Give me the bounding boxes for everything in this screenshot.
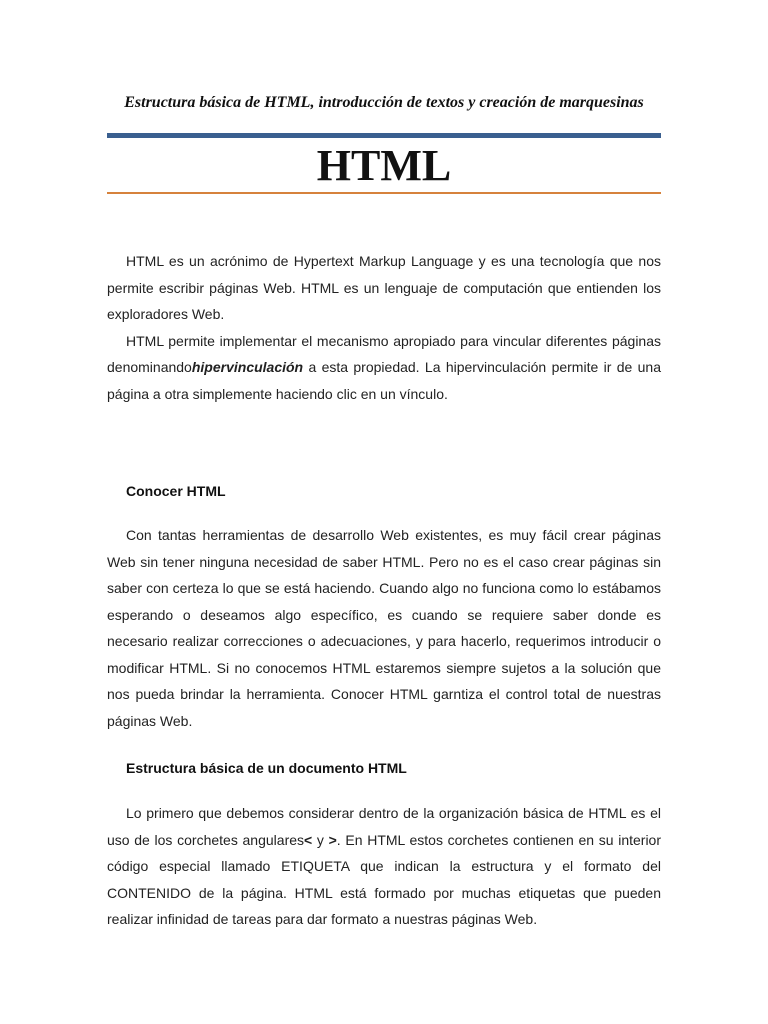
hipervinculacion-keyword: hipervinculación [191,359,304,375]
title-bottom-rule [107,192,661,194]
document-subtitle: Estructura básica de HTML, introducción de textos y creación de marquesinas [124,94,644,111]
lt-bracket: < [304,831,313,848]
section-heading-conocer-html: Conocer HTML [126,483,226,499]
document-title: HTML [316,141,452,190]
estructura-p-text: Lo primero que debemos considerar dentro de la organización básica de HTML es el uso de los corchetes angulares [107,805,661,848]
intro-p2-text-end: a esta propiedad. La hipervinculación permite ir de una página a otra simplemente haciendo clic en un vínculo. [107,359,661,402]
estructura-paragraph [107,800,661,933]
estructura-p-text-end: . En HTML estos corchetes contienen en su interior código especial llamado ETIQUETA que indican la estructura y el formato del CONTENIDO de la página. HTML está formado por muchas etiquetas que pueden realizar infinidad de tareas para dar formato a nuestras páginas Web. [107,831,662,927]
conocer-html-section [107,522,661,734]
title-top-rule [107,133,661,138]
estructura-section [107,800,661,933]
conocer-html-paragraph: Con tantas herramientas de desarrollo Web existentes, es muy fácil crear páginas Web sin tener ninguna necesidad de saber HTML. Pero no es el caso crear páginas sin saber con certeza lo que se está haciendo. Cuando algo no funciona como lo estábamos esperando o deseamos algo específico, es cuando se requiere saber donde es necesario realizar correcciones o adecuaciones, y para hacerlo, requerimos introducir o modificar HTML. Si no conocemos HTML estaremos siempre sujetos a la solución que nos pueda brindar la herramienta. Conocer HTML garntiza el control total de nuestras páginas Web. [107,527,661,729]
intro-p2-text: HTML permite implementar el mecanismo apropiado para vincular diferentes páginas denominando [107,332,661,375]
intro-section [107,248,661,407]
intro-paragraph-2 [107,328,661,408]
section-heading-estructura: Estructura básica de un documento HTML [126,760,407,776]
gt-bracket: > [328,831,337,848]
intro-paragraph-1: HTML es un acrónimo de Hypertext Markup Language y es una tecnología que nos permite escribir páginas Web. HTML es un lenguaje de computación que entienden los exploradores Web. [107,253,661,322]
bracket-conjunction: y [312,831,329,848]
